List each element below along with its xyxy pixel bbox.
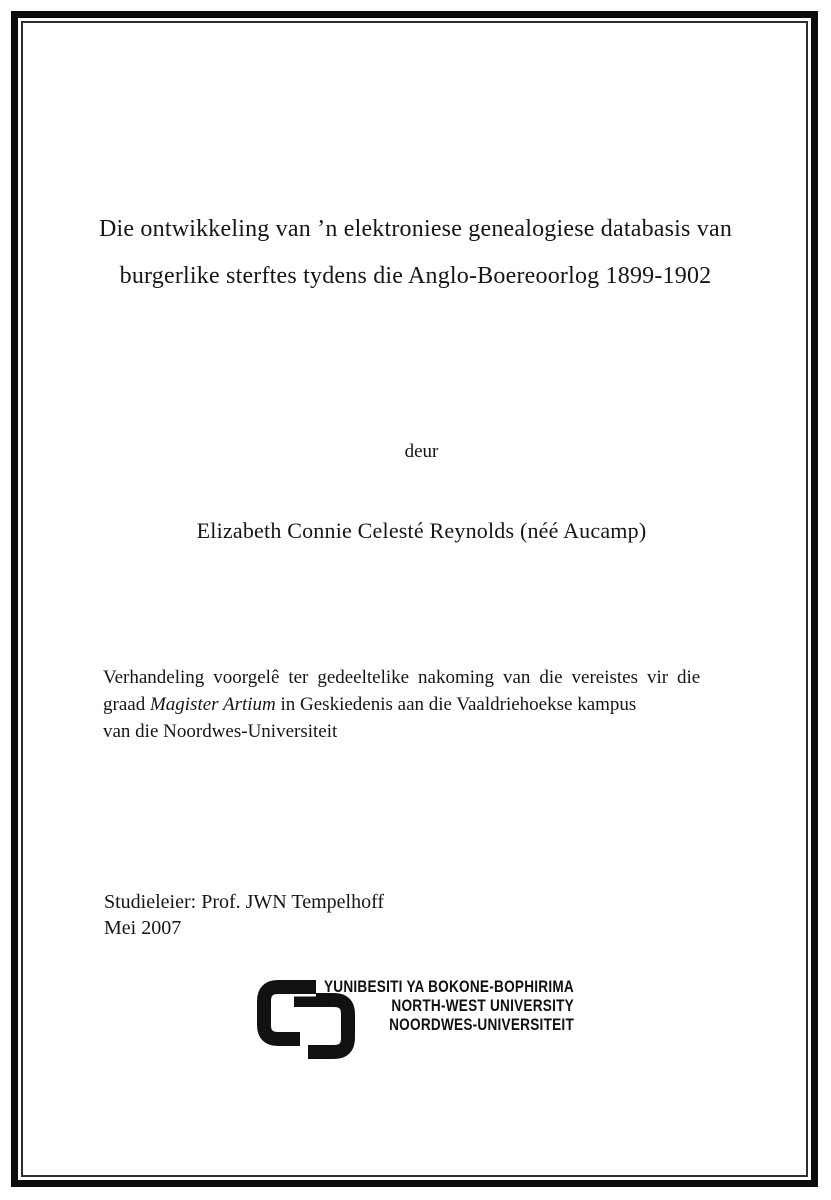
date-line: Mei 2007	[104, 917, 182, 939]
author-name: Elizabeth Connie Celesté Reynolds (néé Aucamp)	[196, 518, 647, 543]
logo-text-setswana: YUNIBESITI YA BOKONE-BOPHIRIMA	[323, 977, 574, 996]
thesis-statement-line1: Verhandeling voorgelê ter gedeeltelike nakoming van die vereistes vir die	[103, 667, 701, 688]
university-logo	[256, 975, 574, 1061]
supervisor-block	[104, 889, 384, 941]
degree-name-italic: Magister Artium	[149, 694, 276, 715]
logo-text-afrikaans: NOORDWES-UNIVERSITEIT	[389, 1015, 574, 1034]
thesis-statement-line3: van die Noordwes-Universiteit	[103, 721, 338, 742]
logo-wordmark	[318, 977, 574, 1034]
thesis-statement	[103, 664, 751, 745]
statement-line2-prefix: graad	[103, 694, 150, 715]
logo-text-english: NORTH-WEST UNIVERSITY	[391, 996, 574, 1015]
statement-line2-suffix: in Geskiedenis aan die Vaaldriehoekse kampus	[275, 694, 637, 715]
thesis-title-line2: burgerlike sterftes tydens die Anglo-Boereoorlog 1899-1902	[119, 263, 712, 289]
thesis-title	[60, 206, 771, 300]
thesis-statement-line2	[103, 691, 751, 718]
byline-deur: deur	[404, 441, 439, 462]
supervisor-line: Studieleier: Prof. JWN Tempelhoff	[104, 891, 385, 913]
thesis-title-line1: Die ontwikkeling van ’n elektroniese genealogiese databasis van	[98, 216, 733, 242]
